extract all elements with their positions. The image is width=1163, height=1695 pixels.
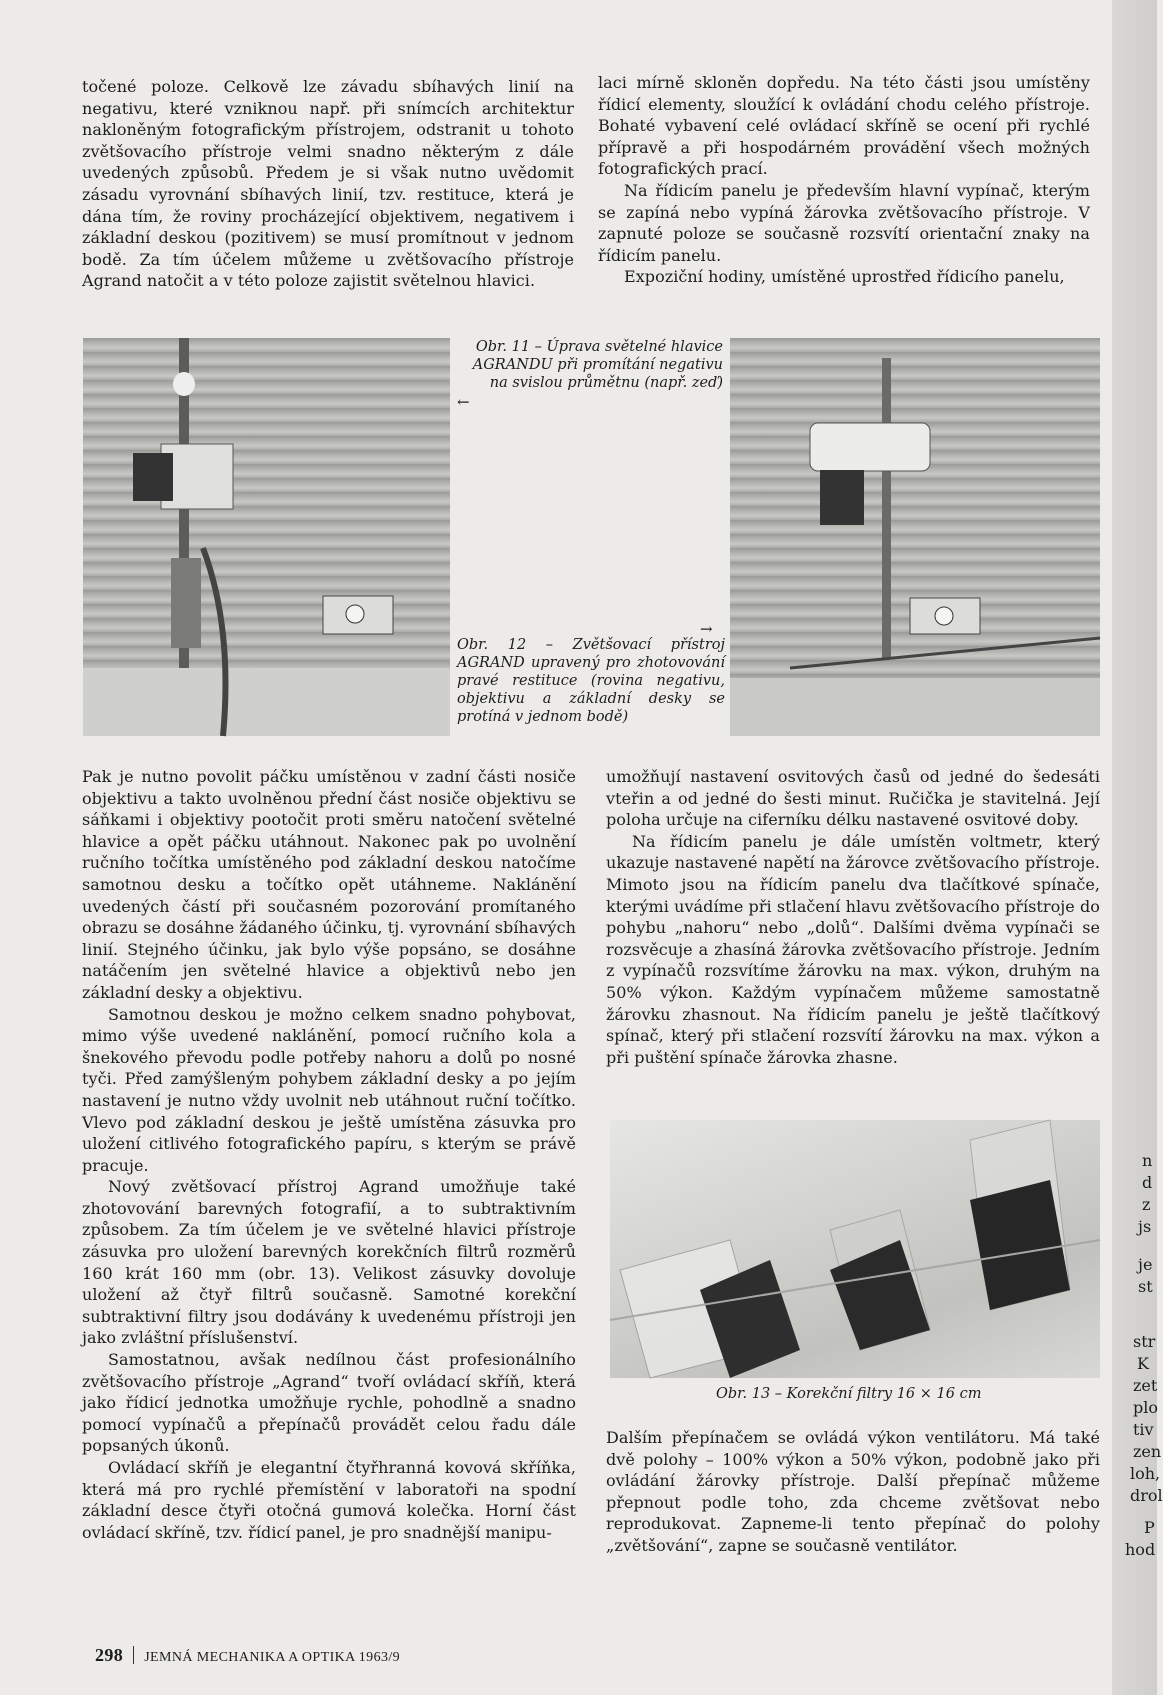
edge-fragment: tiv: [1133, 1420, 1154, 1439]
paragraph: Nový zvětšovací přístroj Agrand umožňuje také zhotovování barevných fotografií, a to subtraktivním způsobem. Za tím účelem je ve světelné hlavici přístroje zásuvka pro uložení barevných korekčních filtrů rozměrů 160 krát 160 mm (obr. 13). Velikost zásuvky dovoluje uložení až čtyř filtrů současně. Samotné korekční subtraktivní filtry jsou dodávány k uvedenému přístroji jen jako zvláštní příslušenství.: [82, 1177, 576, 1348]
page-number: 298: [95, 1645, 124, 1665]
edge-fragment: d: [1142, 1173, 1153, 1192]
figure-12-photo: [730, 338, 1100, 736]
paragraph: Samostatnou, avšak nedílnou část profesionálního zvětšovacího přístroje „Agrand“ tvoří ovládací skříň, která jako řídicí jednotka umožňuje rychle, pohodlně a snadno pomocí vypínačů a přepínačů provádět celou řadu dále popsaných úkonů.: [82, 1350, 576, 1456]
column-left-bottom: [82, 766, 576, 1543]
column-right-bottom: [606, 766, 1100, 1068]
footer-divider: [133, 1646, 134, 1664]
figure-11-photo: [83, 338, 450, 736]
arrow-right-icon: →: [700, 620, 713, 638]
column-right-end: [606, 1427, 1100, 1557]
paragraph: Na řídicím panelu je dále umístěn voltmetr, který ukazuje nastavené napětí na žárovce zvětšovacího přístroje. Mimoto jsou na řídicím panelu dva tlačítkové spínače, kterými uvádíme při stlačení hlavu zvětšovacího přístroje do pohybu „nahoru“ nebo „dolů“. Dalšími dvěma vypínači se rozsvěcuje a zhasíná žárovka zvětšovacího přístroje. Jedním z vypínačů rozsvítíme žárovku na max. výkon, druhým na 50% výkon. Každým vypínačem můžeme samostatně žárovku zhasnout. Na řídicím panelu je ještě tlačítkový spínač, který při stlačení rozsvítí žárovku na max. výkon a při puštění spínače žárovka zhasne.: [606, 831, 1100, 1067]
edge-fragment: n: [1142, 1151, 1153, 1170]
arrow-left-icon: ←: [457, 393, 470, 411]
edge-fragment: loh,: [1130, 1464, 1161, 1483]
paragraph: laci mírně skloněn dopředu. Na této části jsou umístěny řídicí elementy, sloužící k ovládání chodu celého přístroje. Bohaté vybavení celé ovládací skříně se ocení při rychlé přípravě a při hospodárném provádění všech možných fotografických prací.: [598, 73, 1090, 179]
edge-fragment: hod: [1125, 1540, 1156, 1559]
edge-fragment: js: [1138, 1217, 1152, 1236]
figure-11-caption: Obr. 11 – Úprava světelné hlavice AGRANDU při promítání negativu na svislou průmětnu (např. zeď): [472, 339, 723, 391]
paragraph: točené poloze. Celkově lze závadu sbíhavých linií na negativu, které vzniknou např. při snímcích architektur nakloněným fotografickým přístrojem, odstranit u tohoto zvětšovacího přístroje velmi snadno některým z dále uvedených způsobů. Předem je si však nutno uvědomit zásadu vyrovnání sbíhavých linií, tzv. restituce, která je dána tím, že roviny procházející objektivem, negativem i základní deskou (pozitivem) se musí promítnout v jednom bodě. Za tím účelem můžeme u zvětšovacího přístroje Agrand natočit a v této poloze zajistit světelnou hlavici.: [82, 77, 574, 291]
paragraph: Samotnou deskou je možno celkem snadno pohybovat, mimo výše uvedené naklánění, pomocí ručního kola a šnekového převodu podle potřeby nahoru a dolů po nosné tyči. Před zamýšleným pohybem základní desky a po jejím nastavení je nutno vždy uvolnit neb utáhnout ruční točítko. Vlevo pod základní deskou je ještě umístěna zásuvka pro uložení citlivého fotografického papíru, s kterým se právě pracuje.: [82, 1004, 576, 1175]
edge-fragment: z: [1142, 1195, 1151, 1214]
figure-13-photo: [610, 1120, 1100, 1378]
edge-fragment: drol: [1130, 1486, 1163, 1505]
edge-fragment: K: [1137, 1354, 1149, 1373]
figure-13-caption: Obr. 13 – Korekční filtry 16 × 16 cm: [716, 1386, 982, 1402]
paragraph: umožňují nastavení osvitových časů od jedné do šedesáti vteřin a od jedné do šesti minut. Ručička je stavitelná. Její poloha určuje na ciferníku délku nastavené osvitové doby.: [606, 767, 1100, 830]
enlarger-illustration: [83, 338, 450, 736]
edge-fragment: st: [1138, 1277, 1153, 1296]
edge-fragment: zet: [1133, 1376, 1158, 1395]
column-right-top: [598, 72, 1090, 288]
edge-fragment: je: [1138, 1255, 1153, 1274]
paragraph: Expoziční hodiny, umístěné uprostřed řídicího panelu,: [624, 267, 1065, 287]
column-left-top: [82, 76, 574, 292]
edge-fragment: plo: [1133, 1398, 1158, 1417]
paragraph: Pak je nutno povolit páčku umístěnou v zadní části nosiče objektivu a takto uvolněnou přední část nosiče objektivu se sáňkami i objektivy pootočit proti směru natočení světelné hlavice a opět páčku utáhnout. Nakonec pak po uvolnění ručního točítka umístěného pod základní deskou natočíme samotnou desku a točítko opět utáhneme. Naklánění uvedených částí při současném pozorování promítaného obrazu se dosáhne žádaného účinku, tj. vyrovnání sbíhavých linií. Stejného účinku, jak bylo výše popsáno, se dosáhne natáčením jen světelné hlavice a objektivů nebo jen základní desky a objektivu.: [82, 767, 576, 1002]
edge-fragment: P: [1144, 1518, 1155, 1537]
page-footer: [95, 1645, 400, 1666]
edge-fragment: str: [1133, 1332, 1156, 1351]
enlarger-illustration: [730, 338, 1100, 736]
edge-fragment: zen: [1133, 1442, 1162, 1461]
filters-illustration: [610, 1120, 1100, 1378]
paragraph: Dalším přepínačem se ovládá výkon ventilátoru. Má také dvě polohy – 100% výkon a 50% výkon, podobně jako při ovládání žárovky přístroje. Další přepínač můžeme přepnout podle toho, zda chceme zvětšovat nebo reprodukovat. Zapneme-li tento přepínač do polohy „zvětšování“, zapne se současně ventilátor.: [606, 1428, 1100, 1555]
paragraph: Na řídicím panelu je především hlavní vypínač, kterým se zapíná nebo vypíná žárovka zvětšovacího přístroje. V zapnuté poloze se současně rozsvítí orientační znaky na řídicím panelu.: [598, 180, 1090, 265]
figure-12-caption: Obr. 12 – Zvětšovací přístroj AGRAND upravený pro zhotovování pravé restituce (rovina negativu, objektivu a základní desky se protíná v jednom bodě): [457, 637, 725, 725]
adjacent-page-edge: [1112, 0, 1157, 1695]
journal-name: JEMNÁ MECHANIKA A OPTIKA 1963/9: [144, 1650, 401, 1665]
paragraph: Ovládací skříň je elegantní čtyřhranná kovová skříňka, která má pro rychlé přemístění v laboratoři na spodní základní desce čtyři otočná gumová kolečka. Horní část ovládací skříně, tzv. řídicí panel, je pro snadnější manipu-: [82, 1458, 576, 1542]
